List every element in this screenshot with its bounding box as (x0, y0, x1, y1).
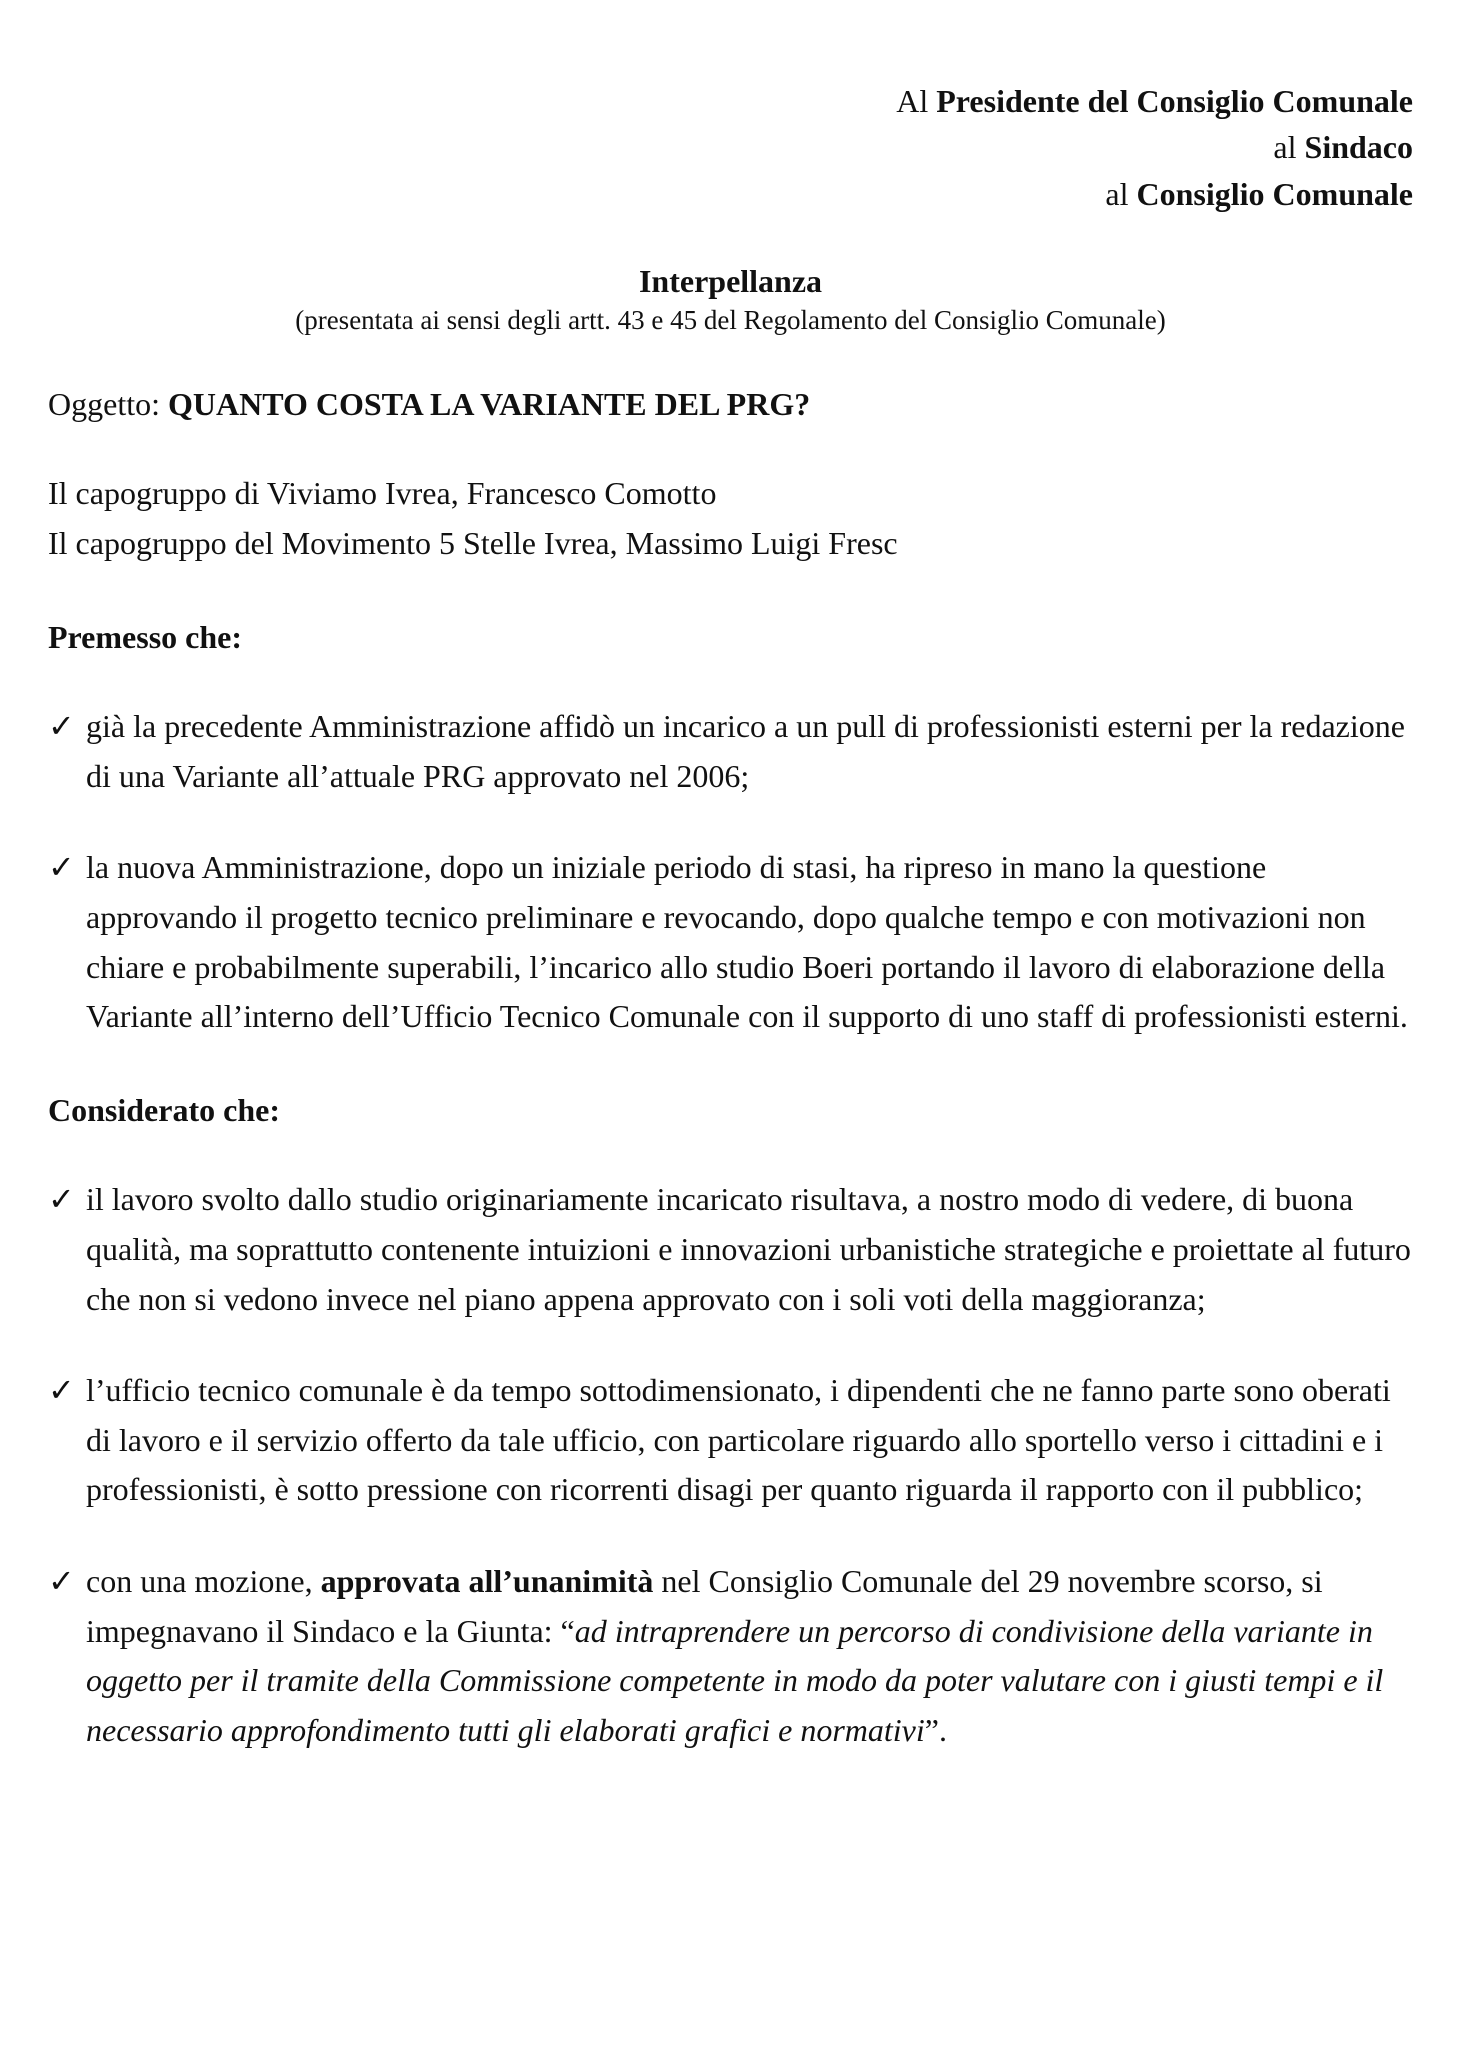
considerato-item (48, 1175, 1413, 1324)
motion-end: ”. (924, 1711, 947, 1748)
item-text: l’ufficio tecnico comunale è da tempo sottodimensionato, i dipendenti che ne fanno parte sono oberati di lavoro e il servizio offerto da tale ufficio, con particolare riguardo allo sportello verso i cittadini e i professionisti, è sotto pressione con ricorrenti disagi per quanto riguarda il rapporto con il pubblico; (86, 1372, 1391, 1508)
document-subtitle: (presentata ai sensi degli artt. 43 e 45 del Regolamento del Consiglio Comunale) (295, 304, 1166, 335)
item-text: il lavoro svolto dallo studio originariamente incaricato risultava, a nostro modo di vedere, di buona qualità, ma soprattutto contenente intuizioni e innovazioni urbanistiche strategiche e proiettate al futuro che non si vedono invece nel piano appena approvato con i soli voti della maggioranza; (86, 1181, 1411, 1317)
recipient-prefix: al (1273, 129, 1297, 166)
checkmark-icon: ✓ (48, 1181, 75, 1218)
premesso-item (48, 702, 1413, 801)
motion-part: nel Consiglio Comunale del 29 novembre scorso, si impegnavano il Sindaco e la Giunta: “ (86, 1562, 1323, 1649)
recipients-block (48, 78, 1413, 217)
motion-quote: ad intraprendere un percorso di condivisione della variante in oggetto per il tramite della Commissione competente in modo da poter valutare con i giusti tempi e il necessario approfondimento tutti gli elaborati grafici e normativi (86, 1612, 1384, 1748)
subject-text: QUANTO COSTA LA VARIANTE DEL PRG? (167, 385, 811, 422)
considerato-item-motion (48, 1557, 1413, 1755)
recipient-council (48, 171, 1413, 217)
motion-emphasis: approvata all’unanimità (320, 1562, 654, 1599)
recipient-prefix: al (1105, 175, 1129, 212)
recipient-name: Sindaco (1304, 129, 1413, 166)
document-title: Interpellanza (638, 263, 823, 300)
motion-part: con una mozione, (86, 1562, 313, 1599)
considerato-item (48, 1366, 1413, 1515)
subject-label: Oggetto: (48, 385, 160, 422)
checkmark-icon: ✓ (48, 1562, 75, 1599)
recipient-prefix: Al (896, 83, 929, 119)
title-block (48, 261, 1413, 338)
signer-line: Il capogruppo del Movimento 5 Stelle Ivrea, Massimo Luigi Fresc (48, 525, 898, 562)
checkmark-icon: ✓ (48, 708, 75, 745)
subject-line (48, 380, 1413, 430)
item-text: la nuova Amministrazione, dopo un iniziale periodo di stasi, ha ripreso in mano la questione approvando il progetto tecnico preliminare e revocando, dopo qualche tempo e con motivazioni non chiare e probabilmente superabili, l’incarico allo studio Boeri portando il lavoro di elaborazione della Variante all’interno dell’Ufficio Tecnico Comunale con il supporto di uno staff di professionisti esterni. (86, 849, 1408, 1035)
item-text: già la precedente Amministrazione affidò un incarico a un pull di professionisti esterni per la redazione di una Variante all’attuale PRG approvato nel 2006; (86, 708, 1405, 794)
premesso-heading: Premesso che: (48, 618, 242, 655)
recipient-mayor (48, 124, 1413, 170)
recipient-name: Consiglio Comunale (1136, 175, 1413, 212)
signer-line: Il capogruppo di Viviamo Ivrea, Francesco Comotto (48, 475, 717, 512)
premesso-item (48, 843, 1413, 1041)
recipient-name: Presidente del Consiglio Comunale (936, 83, 1413, 119)
signers-block (48, 469, 1413, 568)
considerato-heading: Considerato che: (48, 1091, 280, 1128)
checkmark-icon: ✓ (48, 1372, 75, 1409)
recipient-president (48, 78, 1413, 124)
checkmark-icon: ✓ (48, 849, 75, 886)
motion-text (86, 1563, 1383, 1748)
